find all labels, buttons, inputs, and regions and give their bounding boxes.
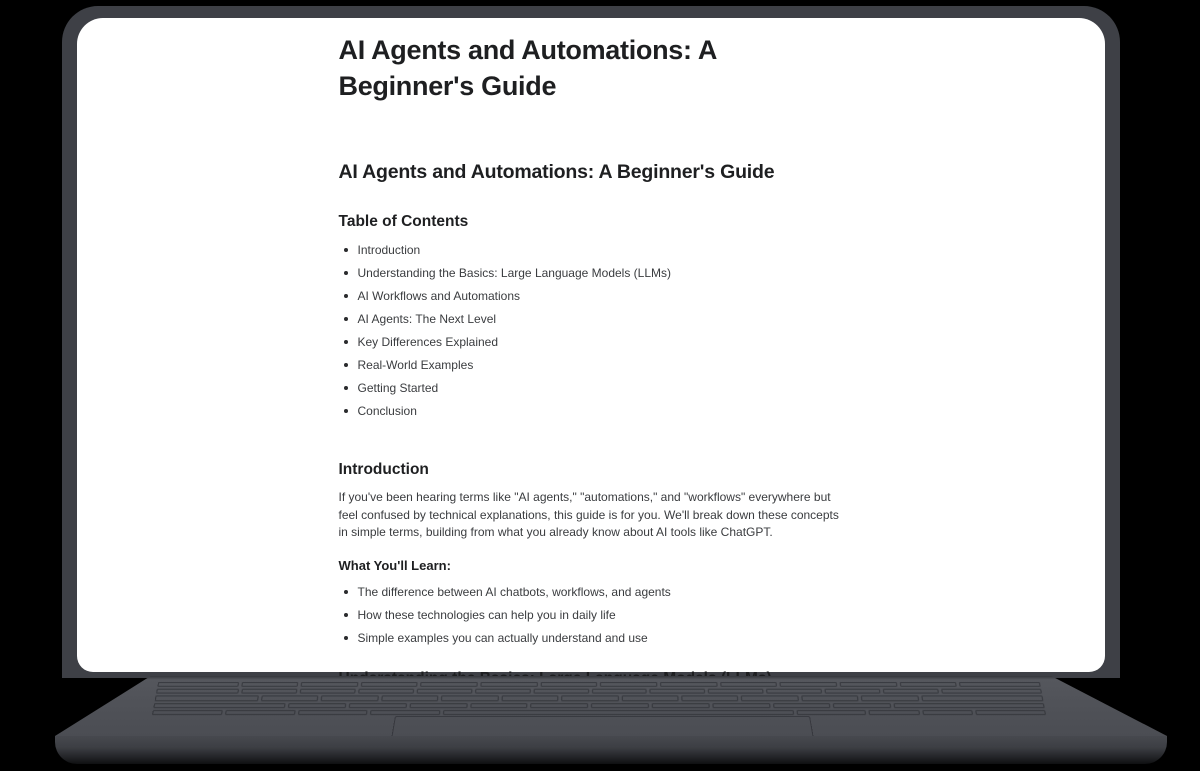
article-title: AI Agents and Automations: A Beginner's Guide — [338, 161, 775, 183]
learn-item-label: How these technologies can help you in daily life — [357, 607, 616, 622]
page-title: AI Agents and Automations: A Beginner's Guide — [338, 35, 717, 101]
learn-item — [339, 630, 844, 647]
toc-item — [339, 357, 844, 374]
laptop-front-edge — [55, 736, 1167, 764]
learn-subheading: What You'll Learn: — [338, 557, 451, 573]
toc-item — [339, 242, 844, 259]
toc-item-label: Real-World Examples — [357, 358, 474, 372]
toc-item — [339, 288, 844, 305]
learn-item — [339, 607, 844, 624]
toc-item — [339, 334, 844, 351]
learn-item-label: Simple examples you can actually understand and use — [357, 630, 648, 645]
toc-item-label: AI Workflows and Automations — [357, 289, 521, 303]
intro-paragraph: If you've been hearing terms like "AI agents," "automations," and "workflows" everywhere but feel confused by technical explanations, this guide is for you. We'll break down these concepts in simple terms, building from what you already know about AI tools like ChatGPT. — [338, 490, 839, 539]
laptop-keyboard-deck — [55, 676, 1167, 736]
toc-item-label: AI Agents: The Next Level — [357, 312, 497, 326]
laptop-base — [55, 676, 1167, 764]
learn-item-label: The difference between AI chatbots, workflows, and agents — [357, 584, 671, 599]
learn-item — [339, 584, 844, 601]
toc-item-label: Understanding the Basics: Large Language Models (LLMs) — [357, 266, 672, 280]
toc-item-label: Key Differences Explained — [357, 335, 499, 349]
learn-list — [339, 584, 844, 647]
toc-item — [339, 265, 844, 282]
toc-item-label: Conclusion — [357, 404, 417, 418]
toc-item — [339, 380, 844, 397]
laptop-lid — [62, 6, 1120, 678]
toc-item — [339, 311, 844, 328]
toc-item — [339, 403, 844, 420]
laptop-screen — [77, 18, 1105, 672]
section-heading-introduction: Introduction — [338, 461, 429, 478]
keyboard — [152, 682, 1046, 715]
toc-item-label: Introduction — [357, 243, 421, 257]
toc-list — [339, 242, 844, 420]
document-page — [339, 18, 844, 689]
toc-item-label: Getting Started — [357, 381, 439, 395]
toc-heading: Table of Contents — [338, 213, 469, 230]
